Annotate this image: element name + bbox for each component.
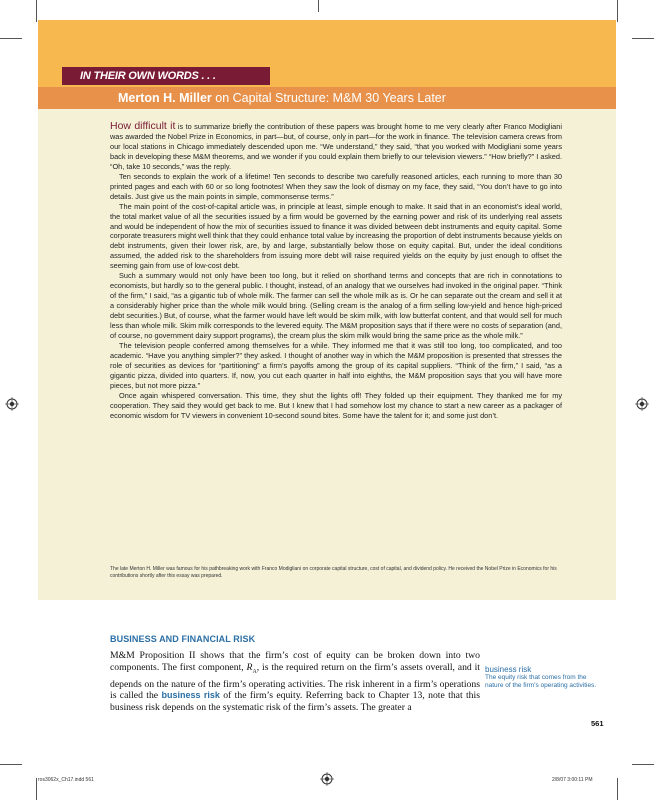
margin-definition — [485, 665, 600, 691]
crop-mark — [36, 778, 37, 800]
crop-mark — [617, 778, 618, 800]
essay-paragraph — [110, 122, 562, 172]
key-term: business risk — [161, 690, 220, 701]
crop-mark — [318, 0, 319, 12]
section-text: , is the required return on the firm’s assets overall, and it depends on the nature of the firm’s operating activities. The risk inherent in a firm’s operations is called the — [110, 661, 480, 702]
feature-title — [38, 87, 616, 109]
slug-right: 2/8/07 3:00:11 PM — [552, 777, 593, 783]
registration-mark-icon — [320, 772, 334, 786]
crop-mark — [0, 38, 22, 39]
variable-subscript: A — [252, 668, 257, 675]
section-text: of the firm’s equity. Referring back to Chapter 13, note that this business risk depends on the systematic risk of the firm’s assets. The greater a — [110, 690, 480, 714]
registration-mark-icon — [5, 397, 19, 411]
essay-lead: How difficult it — [110, 120, 176, 132]
essay-footnote: The late Merton H. Miller was famous for his pathbreaking work with Franco Modigliani on corporate capital structure, cost of capital, and dividend policy. He received the Nobel Prize in Economics for his contributions shortly after this essay was prepared. — [110, 566, 557, 579]
margin-term: business risk — [485, 665, 532, 674]
essay-paragraph: The main point of the cost-of-capital article was, in principle at least, simple enough to make. It said that in an economist’s ideal world, the total market value of all the securities issued by a firm would be governed by the earning power and risk of its underlying real assets and would be independent of how the mix of securities issued to finance it was divided between debt instruments and equity capital. Some corporate treasurers might well think that they could enhance total value by increasing the proportion of debt instruments because yields on debt instruments, given their lower risk, are, by and large, substantially below those on equity capital. But, under the ideal conditions assumed, the added risk to the shareholders from issuing more debt will raise required yields on the equity by just enough to offset the seeming gain from use of low-cost debt. — [110, 201, 562, 271]
essay-paragraph-text: is to summarize briefly the contribution of these papers was brought home to me very clearly after Franco Modigliani was awarded the Nobel Prize in Economics, in part—but, of course, only in part—for the work in finance. The television camera crews from our local stations in Chicago immediately descended upon me. “We understand,” they said, “that you worked with Modigliani some years back in developing these M&M theorems, and we wonder if you could explain them briefly to our television viewers.” “How briefly?” I asked. “Oh, take 10 seconds,” was the reply. — [110, 122, 562, 171]
crop-mark — [617, 0, 618, 22]
variable-r: R — [246, 661, 253, 673]
margin-definition-text: The equity risk that comes from the nature of the firm’s operating activities. — [485, 674, 597, 690]
page-number: 561 — [591, 719, 604, 728]
essay-paragraph: Such a summary would not only have been too long, but it relied on shorthand terms and concepts that are rich in connotations to economists, but hardly so to the general public. I thought, instead, of an analogy that we ourselves had invoked in the original paper. “Think of the firm,” I said, “as a gigantic tub of whole milk. The farmer can sell the whole milk as is. Or he can separate out the cream and sell it at a considerably higher price than the whole milk would bring. (Selling cream is the analog of a firm selling low-yield and hence high-priced debt securities.) But, of course, what the farmer would have left would be skim milk, with low butterfat content, and that would sell for much less than whole milk. Skim milk corresponds to the levered equity. The M&M proposition says that if there were no costs of separation (and, of course, no government dairy support programs), the cream plus the skim milk would bring the same price as the whole milk.” — [110, 271, 562, 341]
feature-banner: IN THEIR OWN WORDS . . . — [62, 67, 270, 85]
section-heading: BUSINESS AND FINANCIAL RISK — [110, 634, 256, 644]
crop-mark — [36, 0, 37, 22]
essay-body — [110, 122, 562, 421]
section-text: M&M Proposition II shows that the firm’s cost of equity can be broken down into two components. The first component, — [110, 650, 480, 673]
essay-paragraph: The television people conferred among themselves for a while. They informed me that it was still too long, too complicated, and too academic. “Have you anything simpler?” they asked. I thought of another way in which the M&M proposition is presented that stresses the role of securities as devices for “partitioning” a firm’s payoffs among the group of its capital suppliers. “Think of the firm,” I said, “as a gigantic pizza, divided into quarters. If, now, you cut each quarter in half into eighths, the M&M proposition says that you will have more pieces, but not more pizza.” — [110, 340, 562, 390]
slug-left: ros3062x_Ch17.indd 561 — [38, 777, 94, 783]
essay-paragraph: Ten seconds to explain the work of a lifetime! Ten seconds to describe two carefully reasoned articles, each running to more than 30 printed pages and each with 60 or so long footnotes! When they saw the look of dismay on my face, they said, “You don’t have to go into details. Just give us the main points in simple, commonsense terms.” — [110, 171, 562, 201]
section-body — [110, 650, 480, 714]
feature-title-subtitle: on Capital Structure: M&M 30 Years Later — [211, 91, 446, 105]
essay-paragraph: Once again whispered conversation. This time, they shut the lights off! They folded up their equipment. They thanked me for my cooperation. They said they would get back to me. But I knew that I had somehow lost my chance to start a new career as a packager of economic wisdom for TV viewers in convenient 10-second sound bites. Some have the talent for it; and some just don’t. — [110, 390, 562, 420]
registration-mark-icon — [635, 397, 649, 411]
feature-title-name: Merton H. Miller — [118, 91, 212, 105]
crop-mark — [0, 764, 22, 765]
crop-mark — [632, 764, 654, 765]
crop-mark — [632, 38, 654, 39]
